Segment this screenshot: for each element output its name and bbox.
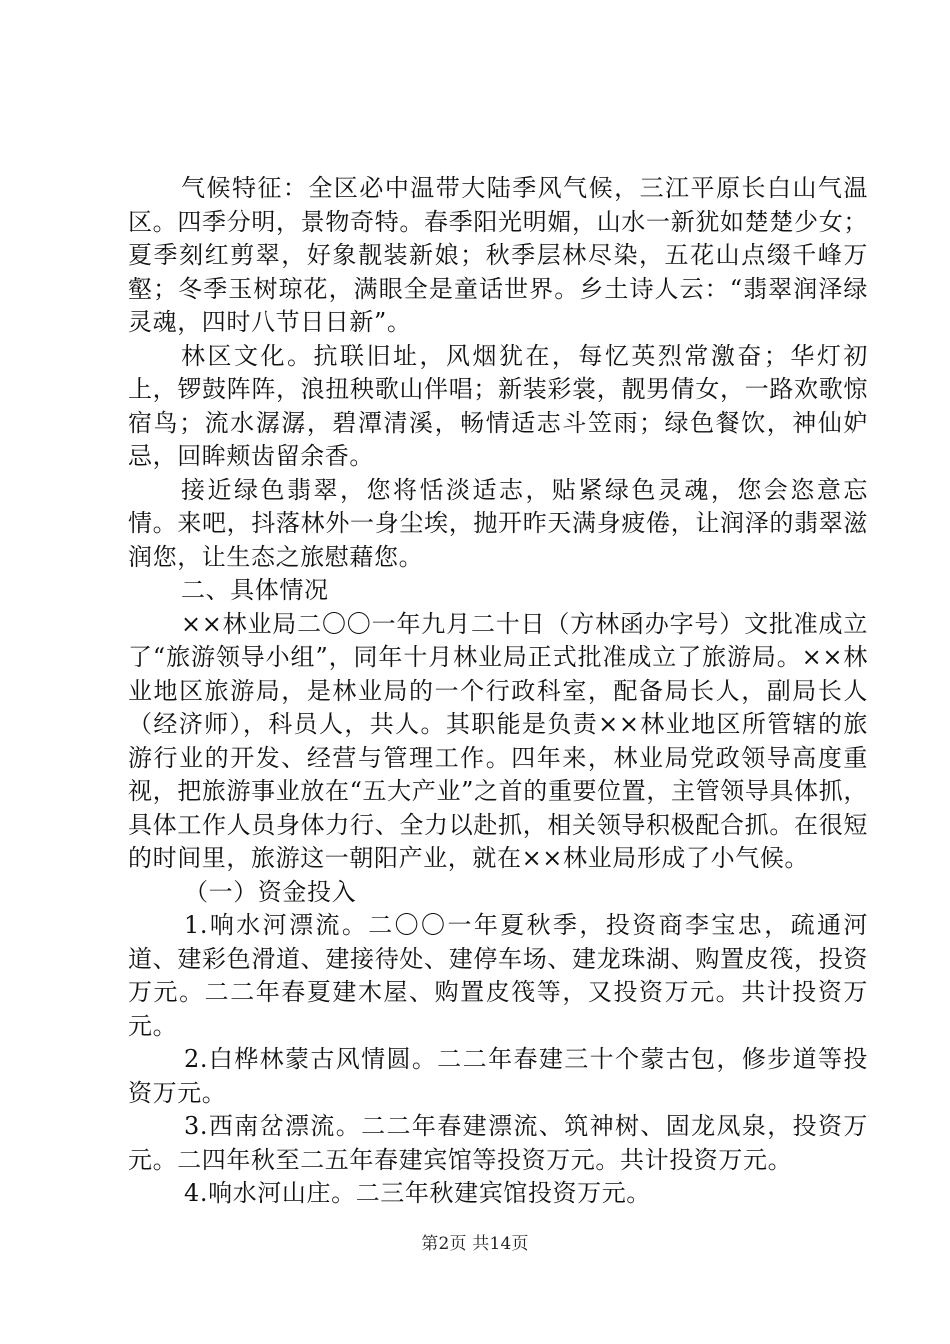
paragraph-green-invitation: 接近绿色翡翠，您将恬淡适志，贴紧绿色灵魂，您会恣意忘情。来吧，抖落林外一身尘埃，抛开昨天满身疲倦，让润泽的翡翠滋润您，让生态之旅慰藉您。	[128, 475, 868, 571]
list-item-birch-forest-mongolian: 2.白桦林蒙古风情圆。二二年春建三十个蒙古包，修步道等投资万元。	[128, 1045, 868, 1107]
list-item-xiangshuihe-villa: 4.响水河山庄。二三年秋建宾馆投资万元。	[184, 1179, 651, 1207]
subsection-heading-funding: （一）资金投入	[184, 877, 357, 906]
paragraph-climate: 气候特征：全区必中温带大陆季风气候，三江平原长白山气温区。四季分明，景物奇特。春季阳光明媚，山水一新犹如楚楚少女；夏季刻红剪翠，好象靓装新娘；秋季层林尽染，五花山点缀千峰万壑；冬季玉树琼花，满眼全是童话世界。乡土诗人云：“翡翠润泽绿灵魂，四时八节日日新”。	[128, 174, 868, 336]
list-item-xiangshuihe-rafting: 1.响水河漂流。二〇〇一年夏秋季，投资商李宝忠，疏通河道、建彩色滑道、建接待处、建停车场、建龙珠湖、购置皮筏，投资万元。二二年春夏建木屋、购置皮筏等，又投资万元。共计投资万元。	[128, 911, 868, 1040]
section-heading-specific-situation: 二、具体情况	[181, 576, 329, 604]
page-number-footer: 第2页 共14页	[421, 1234, 529, 1254]
paragraph-forest-culture: 林区文化。抗联旧址，风烟犹在，每忆英烈常激奋；华灯初上，锣鼓阵阵，浪扭秧歌山伴唱；新装彩裳，靓男倩女，一路欢歌惊宿鸟；流水潺潺，碧潭清溪，畅情适志斗笠雨；绿色餐饮，神仙妒忌，回眸颊齿留余香。	[128, 341, 868, 470]
list-item-xinancha-rafting: 3.西南岔漂流。二二年春建漂流、筑神树、固龙凤泉，投资万元。二四年秋至二五年春建宾馆等投资万元。共计投资万元。	[128, 1112, 868, 1174]
document-body	[128, 172, 868, 1211]
paragraph-tourism-bureau: ××林业局二〇〇一年九月二十日（方林函办字号）文批准成立了“旅游领导小组”，同年十月林业局正式批准成立了旅游局。××林业地区旅游局，是林业局的一个行政科室，配备局长人，副局长人（经济师），科员人，共人。其职能是负责××林业地区所管辖的旅游行业的开发、经营与管理工作。四年来，林业局党政领导高度重视，把旅游事业放在“五大产业”之首的重要位置，主管领导具体抓，具体工作人员身体力行、全力以赴抓，相关领导积极配合抓。在很短的时间里，旅游这一朝阳产业，就在××林业局形成了小气候。	[128, 609, 868, 872]
